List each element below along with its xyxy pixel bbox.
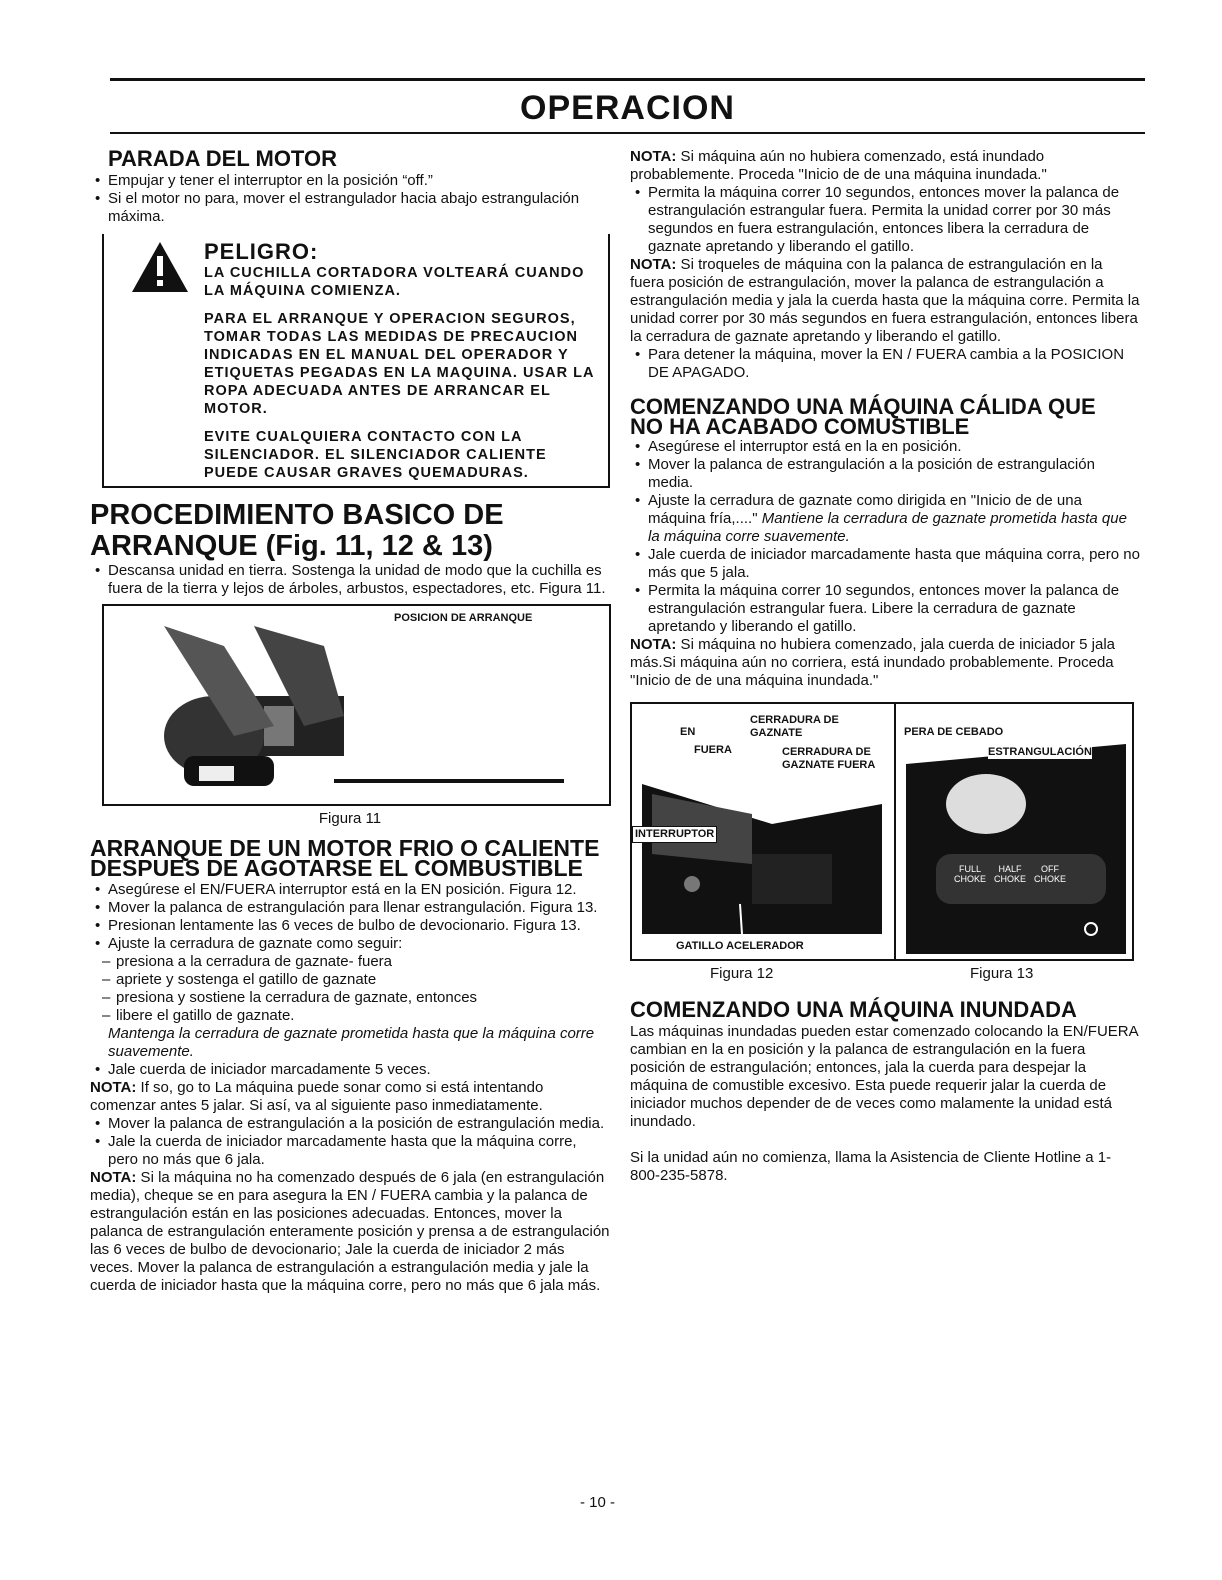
- nota-paragraph: [90, 1079, 610, 1115]
- list-item: • Ajuste la cerradura de gaznate como seguir:: [90, 935, 610, 953]
- danger-text-1: LA CUCHILLA CORTADORA VOLTEARÁ CUANDO LA MÁQUINA COMIENZA.: [204, 265, 585, 299]
- figure-captions: [630, 965, 1140, 985]
- nota-text: Si máquina aún no hubiera comenzado, está inundado probablemente. Proceda "Inicio de de una máquina inundada.": [630, 148, 1047, 183]
- procedimiento-list: [90, 562, 610, 598]
- list-item: • Permita la máquina correr 10 segundos, entonces mover la palanca de estrangulación estrangular fuera. Libere la cerradura de gaznate apretando y liberando el gatillo.: [630, 582, 1140, 636]
- label-full-choke: FULL CHOKE: [953, 864, 986, 884]
- list-item: • Asegúrese el interruptor está en la en posición.: [630, 438, 1140, 456]
- nota-label: NOTA:: [630, 636, 677, 653]
- danger-text-2: PARA EL ARRANQUE Y OPERACION SEGUROS, TOMAR TODAS LAS MEDIDAS DE PRECAUCION INDICADAS EN EL MANUAL DEL OPERADOR Y ETIQUETAS PEGADAS EN LA MAQUINA. USAR LA ROPA ADECUADA ANTES DE ARRANCAR EL MOTOR.: [204, 311, 594, 417]
- heading-arranque-1: ARRANQUE DE UN MOTOR FRIO O CALIENTE: [90, 835, 600, 861]
- heading-calida-2: NO HA ACABADO COMUSTIBLE: [630, 414, 970, 439]
- figure-13-caption: Figura 13: [970, 965, 1034, 982]
- heading-inundada: COMENZANDO UNA MÁQUINA INUNDADA: [630, 997, 1077, 1022]
- figure-11: [102, 604, 611, 806]
- calida-list: [630, 438, 1140, 636]
- choke-illustration: [896, 704, 1132, 959]
- figures-12-13: [630, 702, 1134, 961]
- list-item-text: Ajuste la cerradura de gaznate como dirigida en "Inicio de de una máquina fría,....": [648, 492, 1082, 527]
- label-en: EN: [680, 726, 696, 738]
- inundada-text: Las máquinas inundadas pueden estar comenzado colocando la EN/FUERA cambian en la en posición y la palanca de estrangulación en la fuera posición de estrangulación; entonces, jala la cuerda para despejar la máquina de comustible excesivo. Esta puede requerir jalar la cuerda de iniciador muchos depender de de veces como malamente la unidad está inundado.: [630, 1023, 1138, 1130]
- danger-box: [102, 234, 610, 488]
- list-item: • Presionan lentamente las 6 veces de bulbo de devocionario. Figura 13.: [90, 917, 610, 935]
- heading-parada: PARADA DEL MOTOR: [108, 146, 337, 171]
- list-item: [630, 492, 1140, 546]
- danger-text-3: EVITE CUALQUIERA CONTACTO CON LA SILENCIADOR. EL SILENCIADOR CALIENTE PUEDE CAUSAR GRAVES QUEMADURAS.: [204, 429, 547, 481]
- list-item: • Asegúrese el EN/FUERA interruptor está en la EN posición. Figura 12.: [90, 881, 610, 899]
- list-item: • Mover la palanca de estrangulación a la posición de estrangulación media.: [90, 1115, 610, 1133]
- list-item: • Permita la máquina correr 10 segundos, entonces mover la palanca de estrangulación estrangular fuera. Permita la unidad correr por 30 más segundos en fuera estrangulación, entonces libera la cerradura de gaznate apretando y liberando el gatillo.: [630, 184, 1140, 256]
- page-title: OPERACION: [520, 89, 735, 127]
- label-fuera: FUERA: [694, 744, 732, 756]
- figure-11-caption: Figura 11: [318, 810, 382, 827]
- list-item: – presiona a la cerradura de gaznate- fuera: [90, 953, 610, 971]
- list-item-italic: Mantiene la cerradura de gaznate prometida hasta que la máquina corre suavemente.: [648, 510, 1127, 545]
- figure-12-caption: Figura 12: [710, 965, 774, 982]
- warning-icon: [130, 240, 190, 294]
- right-list-2: [630, 346, 1140, 382]
- right-column: [630, 148, 1140, 1185]
- italic-note: Mantenga la cerradura de gaznate prometida hasta que la máquina corre suavemente.: [108, 1025, 595, 1060]
- list-item: – apriete y sostenga el gatillo de gaznate: [90, 971, 610, 989]
- arranque-list: [90, 881, 610, 1025]
- label-gatillo: GATILLO ACELERADOR: [676, 940, 804, 952]
- nota-text: If so, go to La máquina puede sonar como si está intentando comenzar antes 5 jalar. Si así, va al siguiente paso inmediatamente.: [90, 1079, 544, 1114]
- arranque-list-3: [90, 1115, 610, 1169]
- nota-text: Si la máquina no ha comenzado después de 6 jala (en estrangulación media), cheque se en para asegura la EN / FUERA cambia y la palanca de estrangulación están en las posiciones adecuadas. Entonces, mover la palanca de estrangulación enteramente posición y prensa a de estrangulación las 6 veces de bulbo de devocionario; Jale la cuerda de iniciador 2 más veces. Mover la palanca de estrangulación a estrangulación media y jale la cuerda de iniciador hasta que la máquina corre, pero no más que 6 jala más.: [90, 1169, 610, 1294]
- nota-paragraph: [630, 148, 1140, 184]
- hotline-text: Si la unidad aún no comienza, llama la Asistencia de Cliente Hotline a 1-800-235-5878.: [630, 1149, 1112, 1184]
- list-item: – presiona y sostiene la cerradura de gaznate, entonces: [90, 989, 610, 1007]
- list-item: • Empujar y tener el interruptor en la posición “off.”: [90, 172, 610, 190]
- danger-heading: PELIGRO:: [204, 239, 319, 264]
- nota-label: NOTA:: [90, 1079, 137, 1096]
- nota-paragraph: [630, 636, 1140, 690]
- list-item: – libere el gatillo de gaznate.: [90, 1007, 610, 1025]
- list-item: • Descansa unidad en tierra. Sostenga la unidad de modo que la cuchilla es fuera de la tierra y lejos de árboles, arbustos, espectadores, etc. Figura 11.: [90, 562, 610, 598]
- right-list-1: [630, 184, 1140, 256]
- list-item: • Jale cuerda de iniciador marcadamente 5 veces.: [90, 1061, 610, 1079]
- figure-label: POSICION DE ARRANQUE: [394, 612, 533, 624]
- list-item: • Mover la palanca de estrangulación para llenar estrangulación. Figura 13.: [90, 899, 610, 917]
- nota-label: NOTA:: [630, 148, 677, 165]
- nota-label: NOTA:: [90, 1169, 137, 1186]
- label-estrangulacion: ESTRANGULACIÓN: [988, 746, 1092, 758]
- top-rule: [110, 78, 1145, 81]
- arranque-list-2: [90, 1061, 610, 1079]
- heading-arranque-2: DESPUES DE AGOTARSE EL COMBUSTIBLE: [90, 855, 583, 881]
- nota-text: Si máquina no hubiera comenzado, jala cuerda de iniciador 5 jala más.Si máquina aún no corriera, está inundado probablemente. Proceda "Inicio de de una máquina inundada.": [630, 636, 1116, 689]
- label-off-choke: OFF CHOKE: [1033, 864, 1066, 884]
- heading-procedimiento-2: ARRANQUE (Fig. 11, 12 & 13): [90, 530, 493, 562]
- label-cerradura-fuera: CERRADURA DE GAZNATE FUERA: [782, 746, 890, 772]
- page-number: - 10 -: [580, 1494, 616, 1511]
- label-pera: PERA DE CEBADO: [904, 726, 1004, 738]
- nota-paragraph: [90, 1169, 610, 1295]
- label-interruptor: INTERRUPTOR: [632, 826, 717, 843]
- list-item: • Jale cuerda de iniciador marcadamente hasta que máquina corra, pero no más que 5 jala.: [630, 546, 1140, 582]
- nota-text: Si troqueles de máquina con la palanca de estrangulación en la fuera posición de estrangulación, mover la palanca de estrangulación a estrangulación media y jala la cuerda hasta que la máquina corre. Permita la unidad correr por 30 más segundos en fuera estrangulación, entonces libera la cerradura de gaznate apretando y liberando el gatillo.: [630, 256, 1140, 345]
- heading-procedimiento-1: PROCEDIMIENTO BASICO DE: [90, 499, 504, 531]
- nota-label: NOTA:: [630, 256, 677, 273]
- list-item: • Mover la palanca de estrangulación a la posición de estrangulación media.: [630, 456, 1140, 492]
- trimmer-illustration: [104, 606, 609, 804]
- label-half-choke: HALF CHOKE: [993, 864, 1026, 884]
- list-item: • Para detener la máquina, mover la EN / FUERA cambia a la POSICION DE APAGADO.: [630, 346, 1140, 382]
- heading-calida-1: COMENZANDO UNA MÁQUINA CÁLIDA QUE: [630, 394, 1096, 419]
- title-rule: [110, 132, 1145, 134]
- left-column: [90, 148, 610, 1295]
- nota-paragraph: [630, 256, 1140, 346]
- list-item: • Si el motor no para, mover el estrangulador hacia abajo estrangulación máxima.: [90, 190, 610, 226]
- list-item: • Jale la cuerda de iniciador marcadamente hasta que la máquina corre, pero no más que 6 jala.: [90, 1133, 610, 1169]
- parada-list: [90, 172, 610, 226]
- label-cerradura: CERRADURA DE GAZNATE: [750, 714, 860, 740]
